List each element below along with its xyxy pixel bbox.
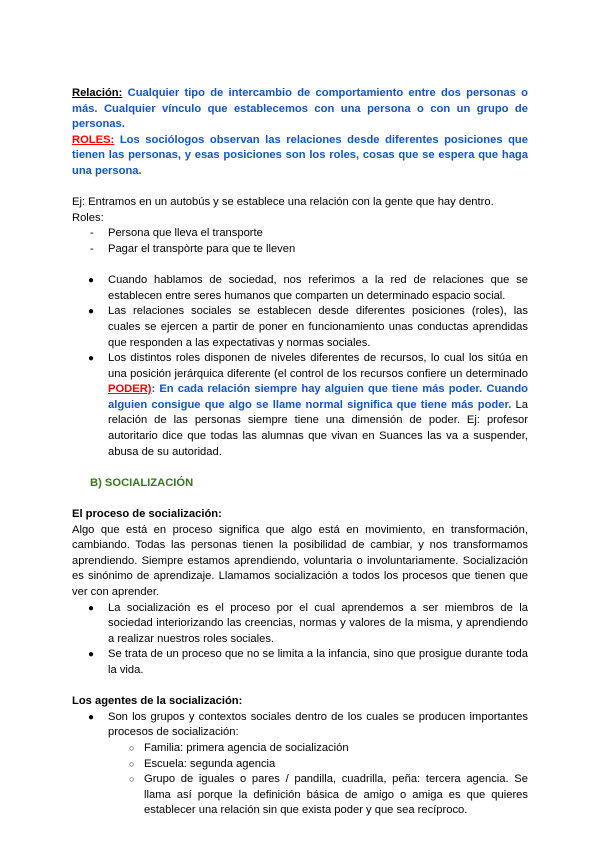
list-item: ● La socialización es el proceso por el cual aprendemos a ser miembros de la sociedad interiorizando las creencias, normas y valores de la misma, y aprendiendo a realizar nuestros roles sociales.: [88, 601, 528, 645]
list-item: ○ Familia: primera agencia de socialización: [129, 741, 349, 754]
list-item: ● Cuando hablamos de sociedad, nos referimos a la red de relaciones que se establecen entre seres humanos que comparten un determinado espacio social.: [88, 274, 528, 302]
roles-text: Los sociólogos observan las relaciones desde diferentes posiciones que tienen las personas, y esas posiciones son los roles, cosas que se espera que haga una persona.: [72, 133, 528, 177]
example-line: Ej: Entramos en un autobús y se establece una relación con la gente que hay dentro.: [72, 196, 494, 209]
relacion-label: Relación:: [72, 87, 123, 99]
poder-label: PODER): [108, 383, 152, 396]
relacion-paragraph: [72, 86, 528, 133]
section-heading: B) SOCIALIZACIÓN: [90, 476, 194, 489]
proceso-title: El proceso de socialización:: [72, 508, 222, 521]
roles-sublabel: Roles:: [72, 211, 104, 224]
list-item: ● Las relaciones sociales se establecen desde diferentes posiciones (roles), las cuales se ejercen a partir de poner en funcionamiento unas conductas aprendidas que responden a las expectativas y normas sociales.: [88, 305, 528, 349]
agentes-sub-list: [72, 741, 528, 819]
roles-paragraph: [72, 133, 528, 180]
document-page: [72, 86, 528, 819]
list-item: ○ Grupo de iguales o pares / pandilla, cuadrilla, peña: tercera agencia. Se llama así porque la definición básica de amigo o amiga es que quieres establecer una relación sin que exista poder y que sea recíproco.: [129, 773, 528, 817]
list-item: ● Se trata de un proceso que no se limita a la infancia, sino que prosigue durante toda la vida.: [88, 648, 528, 676]
roles-dash-list: [72, 226, 528, 257]
roles-label: ROLES:: [72, 133, 115, 146]
proceso-text: Algo que está en proceso significa que algo está en movimiento, en transformación, cambiando. Todas las personas tienen la posibilidad de cambiar, y nos transformamos aprendiendo. Siempre estamos aprendiendo, voluntaria o involuntariamente. Socialización es sinónimo de aprendizaje. Llamamos socialización a todos los procesos que tienen que ver con aprender.: [72, 523, 528, 598]
list-item: ● Los distintos roles disponen de niveles diferentes de recursos, lo cual los sitúa en una posición jerárquica diferente (el control de los recursos confiere un determinado PODER): En cada relación siempre hay alguien que tiene más poder. Cuando alguien consigue que algo se llame normal significa que tiene más poder. La relación de las personas siempre tiene una dimensión de poder. Ej: profesor autoritario dice que todas las alumnas que vivan en Suances las va a suspender, abusa de su autoridad.: [88, 352, 528, 458]
agentes-title: Los agentes de la socialización:: [72, 695, 243, 708]
list-item: - Persona que lleva el transporte: [90, 227, 263, 240]
list-item: - Pagar el transpòrte para que te lleven: [90, 242, 296, 255]
list-item: ● Son los grupos y contextos sociales dentro de los cuales se producen importantes procesos de socialización:: [88, 710, 528, 739]
society-bullet-list: [72, 273, 528, 460]
agentes-bullet-list: [72, 710, 528, 741]
list-item: ○ Escuela: segunda agencia: [129, 757, 276, 770]
proceso-bullet-list: [72, 601, 528, 679]
relacion-text: Cualquier tipo de intercambio de comportamiento entre dos personas o más. Cualquier vínculo que establecemos con una persona o con un grupo de personas.: [72, 87, 528, 131]
